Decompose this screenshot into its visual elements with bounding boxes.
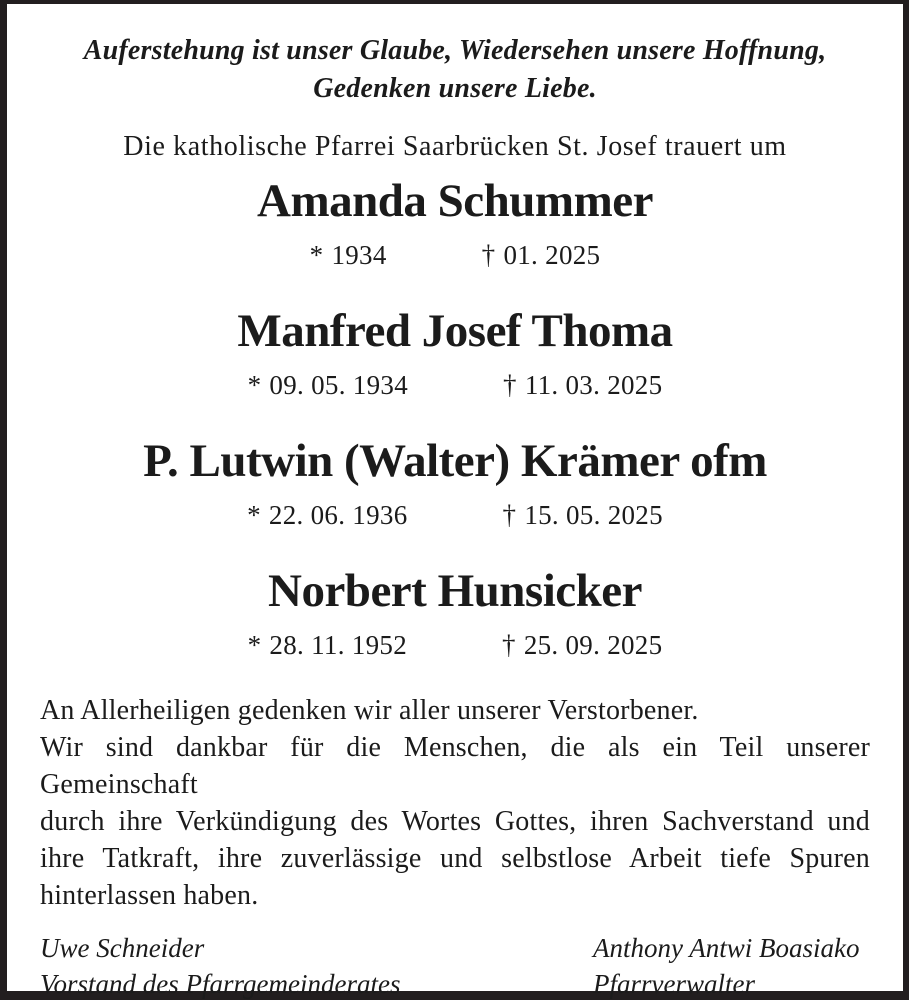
deceased-entry [40,302,870,402]
memorial-paragraph [40,692,870,914]
deceased-dates [40,498,870,532]
born-symbol: * [309,240,324,270]
birth-date-value: 09. 05. 1934 [269,370,408,400]
birth-date-value: 28. 11. 1952 [269,630,407,660]
deceased-name: Norbert Hunsicker [268,565,642,617]
deceased-dates [40,238,870,272]
born-symbol: * [247,500,261,530]
signatory-name: Anthony Antwi Boasiako [593,933,860,963]
death-date-value: 11. 03. 2025 [524,370,663,400]
birth-date [248,368,408,402]
died-symbol: † [502,500,517,530]
born-symbol: * [247,370,262,400]
death-date-value: 01. 2025 [503,240,601,270]
deceased-entry [40,562,870,662]
signature-block [40,930,870,1000]
born-symbol: * [247,630,262,660]
signatory-role: Vorstand des Pfarrgemeinderates [40,969,401,999]
death-date [482,238,601,272]
death-date [502,628,662,662]
epigraph-line-2: Gedenken unsere Liebe. [313,73,597,104]
birth-date [248,628,407,662]
memorial-line: ihre Tatkraft, ihre zuverlässige und selbstlose Arbeit tiefe Spuren [40,843,870,874]
birth-date-value: 22. 06. 1936 [268,500,408,530]
signature-right [593,930,870,1000]
death-date-value: 25. 09. 2025 [523,630,663,660]
deceased-name: Manfred Josef Thoma [237,305,673,357]
signatory-role: Pfarrverwalter [593,969,755,999]
deceased-entry [40,432,870,532]
died-symbol: † [481,240,496,270]
intro-line: Die katholische Pfarrei Saarbrücken St. Josef trauert um [123,131,787,162]
died-symbol: † [502,630,516,660]
death-date [503,498,663,532]
signatory-name: Uwe Schneider [40,933,205,963]
epigraph [40,32,870,108]
memorial-line: durch ihre Verkündigung des Wortes Gottes, ihren Sachverstand und [40,806,870,837]
died-symbol: † [503,370,517,400]
signature-left [40,930,593,1000]
birth-date [247,498,407,532]
epigraph-line-1: Auferstehung ist unser Glaube, Wiedersehen unsere Hoffnung, [83,35,827,66]
memorial-line: Wir sind dankbar für die Menschen, die als ein Teil unserer Gemeinschaft [40,732,870,800]
deceased-name: P. Lutwin (Walter) Krämer ofm [143,435,767,487]
death-date [503,368,662,402]
death-date-value: 15. 05. 2025 [524,500,663,530]
deceased-list [40,172,870,662]
deceased-name: Amanda Schummer [257,175,653,227]
deceased-entry [40,172,870,272]
memorial-line: hinterlassen haben. [40,880,259,911]
deceased-dates [40,628,870,662]
birth-date-value: 1934 [331,240,387,270]
deceased-dates [40,368,870,402]
birth-date [310,238,387,272]
memorial-line: An Allerheiligen gedenken wir aller unserer Verstorbener. [40,695,699,726]
